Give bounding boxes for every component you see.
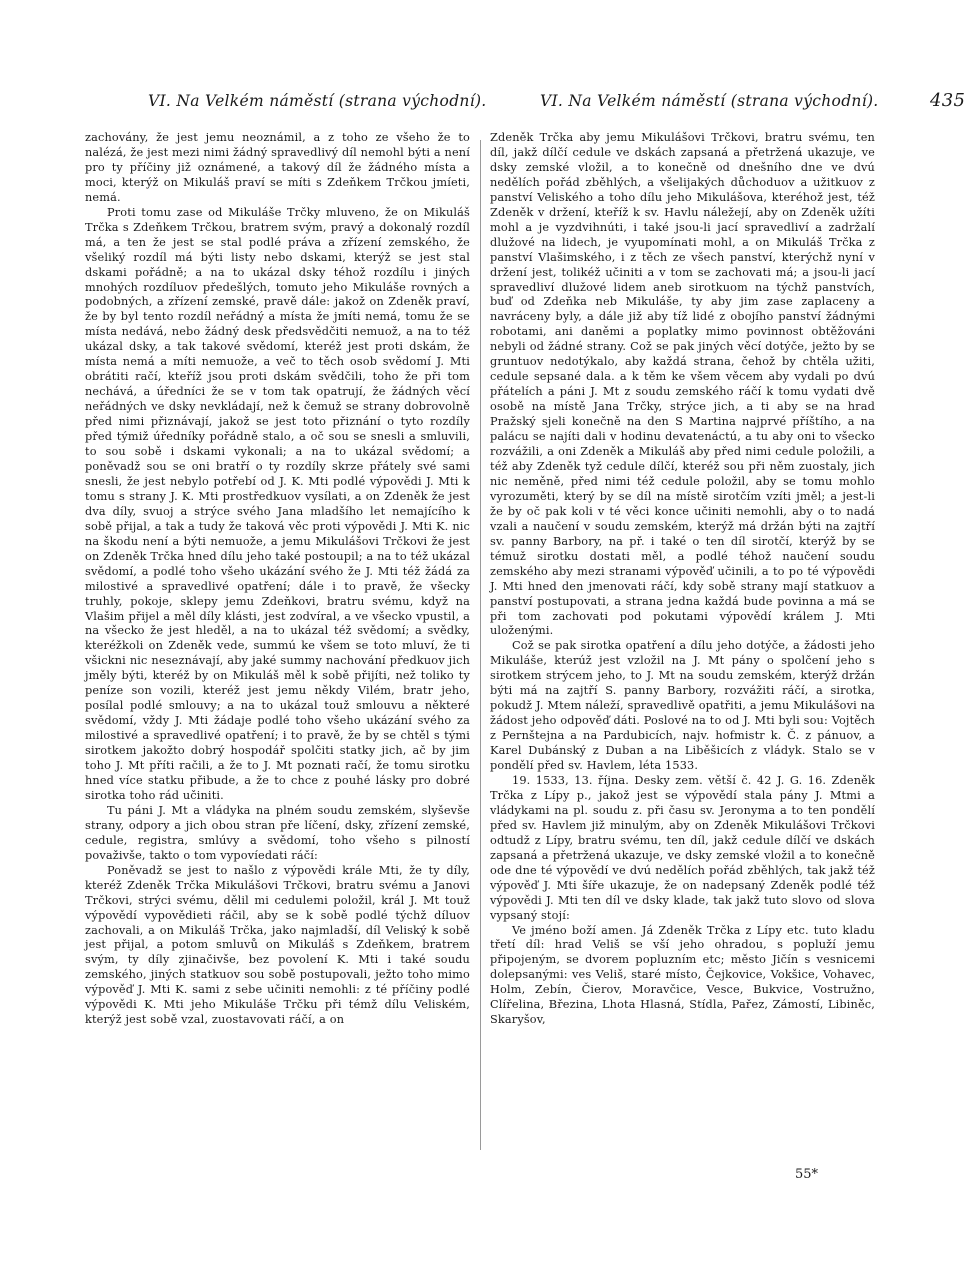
paragraph: Poněvadž se jest to našlo z výpovědi krále Mti, že ty díly, kteréž Zdeněk Trčka Mikulášovi Trčkovi, bratru svému a Janovi Trčkovi, strýci svému, dělil mi cedulemi položil, král J. Mt touž výpovědí vypovědieti ráčil, aby se k sobě podlé týchž díluov zachovali, a on Mikuláš Trčka, jako najmladší, díl Veliský k sobě jest přijal, a potom smluvů on Mikuláš s Zdeňkem, bratrem svým, ty díly zjinačivše, bez povolení K. Mti i také soudu zemského, jiných statkuov sou sobě postupovali, ježto toho mimo výpověď J. Mti K. sami z sebe učiniti nemohli: z té příčiny podlé výpovědi K. Mti jeho Mikuláše Trčku při témž dílu Veliském, kterýž jest sobě vzal, zuostavovati ráčí, a on (85, 863, 470, 1027)
paragraph: Ve jméno boží amen. Já Zdeněk Trčka z Lípy etc. tuto kladu třetí díl: hrad Veliš se vší jeho ohradou, s popluží jemu připojeným, se dvorem popluzním etc; město Jičín s vesnicemi dolepsanými: ves Veliš, staré místo, Čejkovice, Vokšice, Vohavec, Holm, Zebín, Čierov, Moravčice, Vesce, Bukvice, Vostružno, Clířelina, Březina, Lhota Hlasná, Stídla, Pařez, Zámostí, Libiněc, Skaryšov, (490, 923, 875, 1027)
paragraph: Tu páni J. Mt a vládyka na plném soudu zemském, slyševše strany, odpory a jich obou stran pře líčení, dsky, zřízení zemské, cedule, registra, smlúvy a svědomí, toho všeho s pilností považivše, takto o tom vypovíedati ráčí: (85, 803, 470, 862)
page-number: 435 (930, 90, 965, 111)
header-right (540, 90, 965, 111)
left-column (85, 131, 470, 1028)
paragraph: Což se pak sirotka opatření a dílu jeho dotýče, a žádosti jeho Mikuláše, kterúž jest vzložil na J. Mt pány o spolčení jeho s sirotkem strýcem jeho, to J. Mt na soudu zemském, kterýž držán býti má na zajtří S. panny Barbory, rozvážiti ráčí, a sirotka, pokudž J. Mtem náleží, spravedlivě opatřiti, a jemu Mikulášovi na žádost jeho odpověď dáti. Poslové na to od J. Mti byli sou: Vojtěch z Pernštejna a na Pardubicích, najv. hofmistr k. Č. z pánuov, a Karel Dubánský z Duban a na Liběšicích z vládyk. Stalo se v pondělí před sv. Havlem, léta 1533. (490, 639, 875, 773)
column-divider (480, 140, 481, 1150)
paragraph: 19. 1533, 13. října. Desky zem. větší č. 42 J. G. 16. Zdeněk Trčka z Lípy p., jakož jest se výpovědí stala pány J. Mtmi a vládykami na pl. soudu z. při času sv. Jeronyma a to ten pondělí před sv. Havlem již minulým, aby on Zdeněk Mikulášovi Trčkovi odtudž z Lípy, bratru svému, ten díl, jakž cedule dílčí ve dskách zapsaná a přetržená ukazuje, ve dsky zemské vložil a to konečně ode dne té výpovědí ve dvú nedělích pořád zběhlých, tak jakž též výpověď J. Mti šíře ukazuje, že on nadepsaný Zdeněk podlé též výpovědi J. Mti ten díl ve dsky klade, tak jakž tuto slovo od slova vypsaný stojí: (490, 773, 875, 922)
paragraph: Proti tomu zase od Mikuláše Trčky mluveno, že on Mikuláš Trčka s Zdeňkem Trčkou, bratrem svým, pravý a dokonalý rozdíl má, a ten že jest se stal podlé práva a zřízení zemského, že všeliký rozdíl má býti listy nebo dskami, kterýž se jest stal dskami pořádně; a na to ukázal dsky téhož rozdílu i jiných mnohých rozdíluov předešlých, tomuto jeho Mikuláše rovných a podobných, a zřízení zemské, pravě dále: jakož on Zdeněk praví, že by byl tento rozdíl neřádný a místa že jmíti nemá, tomu že se místa nedává, nebo žádný desk předsvědčiti nemuož, a na to též ukázal dsky, a tak takové svědomí, kteréž jest proti dskám, že místa nemá a míti nemuože, a več to těch osob svědomí J. Mti obrátiti račí, kteříž jsou proti dskám svědčili, toho že při tom nechává, a úředníci že se v tom tak opatrují, že žádných věcí neřádných ve dsky nevkládají, než k čemuž se strany dobrovolně před nimi přiznávají, jakož se jest toto přiznání o tyto rozdíly před týmiž úředníky pořádně stalo, a oč sou se snesli a smluvili, to sou sobě i dskami vykonali; a na to ukázal svědomí; a poněvadž sou se oni bratří o ty rozdíly skrze přátely své sami snesli, že jest nebylo potřebí od J. K. Mti podlé výpovědi J. Mti k tomu s strany J. K. Mti prostředkuov vysílati, a on Zdeněk že jest dva díly, svuoj a strýce svého Jana mladšího let nemajícího k sobě přijal, a tak a tudy že taková věc proti výpovědi J. Mti K. nic na škodu není a býti nemuože, a jemu Mikulášovi Trčkovi že jest on Zdeněk Trčka hned dílu jeho také postoupil; a na to též ukázal svědomí, a podlé toho všeho ukázání svého že J. Mti též žádá za milostivé a spravedlivé opatření; dále i to pravě, že všecky truhly, pokoje, sklepy jemu Zdeňkovi, bratru svému, když na Vlašim přijel a měl díly klásti, jest zodvíral, a ve všecko vpustil, a na všecko že jest hleděl, a na to ukázal též svědomí; a svědky, kteréžkoli on Zdeněk vede, summú ke všem se toto mluví, že ti všickni nic neseznávají, aby jaké summy nachování předkuov jich jměly býti, kteréž by on Mikuláš měl k sobě přijíti, než toliko ty peníze son vozili, kteréž jest jemu někdy Vilém, bratr jeho, posílal podlé smlouvy; a na to ukázal touž smlouvu a některé svědomí, vždy J. Mti žádaje podlé toho všeho ukázání svého za milostivé a spravedlivé opatření; i to pravě, že by se chtěl s tými sirotkem jakožto dobrý hospodář spolčiti statky jich, ač by jim toho J. Mt příti račili, a že to J. Mt poznati račí, že tomu sirotku hned více statku přibude, a že to chce z pouhé lásky pro dobré sirotka toho rád učiniti. (85, 205, 470, 802)
header-left: VI. Na Velkém náměstí (strana východní). (148, 92, 487, 110)
header-right-title: VI. Na Velkém náměstí (strana východní). (540, 92, 879, 110)
running-header (85, 90, 965, 118)
paragraph: zachovány, že jest jemu neoznámil, a z toho ze všeho že to nalézá, že jest mezi nimi žádný spravedlivý díl nemohl býti a není pro ty příčiny již oznámené, a takový díl že žádného místa a moci, kterýž on Mikuláš praví se míti s Zdeňkem Trčkou jmíeti, nemá. (85, 131, 470, 204)
paragraph: Zdeněk Trčka aby jemu Mikulášovi Trčkovi, bratru svému, ten díl, jakž dílčí cedule ve dskách zapsaná a přetržená ukazuje, ve dsky zemské vložil, a to konečně od dnešního dne ve dvú nedělích pořád zběhlých, a všelijakých důchoduov a užitkuov z panství Veliského a toho dílu jeho Mikulášova, kteréhož jest, též Zdeněk v držení, kteříž k sv. Havlu náležejí, aby on Zdeněk užíti mohl a je vyzdvihnúti, i také jsou-li jací spravedliví a zadržalí dlužové na lidech, je vyupomínati mohl, a on Mikuláš Trčka z panství Vlašimského, i z těch ze všech panství, kterýchž nyní v držení jest, tolikéž učiniti a v tom se zachovati má; a jsou-li jací spravedliví dlužové lidem aneb sirotkuom na týchž panstvích, buď od Zdeňka neb Mikuláše, ty aby jim zase zaplaceny a navráceny byly, a dále již aby tíž lidé z obojího panství žádnými robotami, ani daněmi a poplatky mimo povinnost obtěžováni nebyli od žádné strany. Což se pak jiných věcí dotýče, ježto by se gruntuov nedotýkalo, aby každá strana, čehož by chtěla užiti, cedule sepsané dala. a k těm ke všem věcem aby vydali po dvú přátelích a páni J. Mt z soudu zemského ráčí k tomu vydati dvě osobě na místě Jana Trčky, strýce jich, a ti aby se na hrad Pražský sjeli konečně na den S Martina najprvé příštího, a na palácu se najíti dali v hodinu devatenáctú, a tu aby oni to všecko rozvážili, a oni Zdeněk a Mikuláš aby před nimi cedule položili, a též aby Zdeněk tyž cedule dílčí, kteréž sou při něm zuostaly, jich nic neměně, před nimi též cedule položil, aby se tomu mohlo vyrozuměti, který by se díl na místě sirotčím vzíti jměl; a jest-li že by oč pak koli v té věci konce učiniti nemohli, aby o to nadá vzali a naučení v soudu zemském, kterýž má držán býti na zajtří sv. panny Barbory, na př. i také o ten díl sirotčí, kterýž by se témuž sirotku dostati měl, a podlé téhož naučení soudu zemského aby mezi stranami výpověď učinili, a to po té výpovědi J. Mti hned den jmenovati ráčí, kdy sobě strany mají statkuov a panství postupovati, a strana jedna každá bude povinna a má se při tom zachovati pod pokutami výpovědí králem J. Mti uloženými. (490, 131, 875, 638)
signature-mark: 55* (795, 1167, 819, 1182)
right-column (490, 131, 875, 1028)
